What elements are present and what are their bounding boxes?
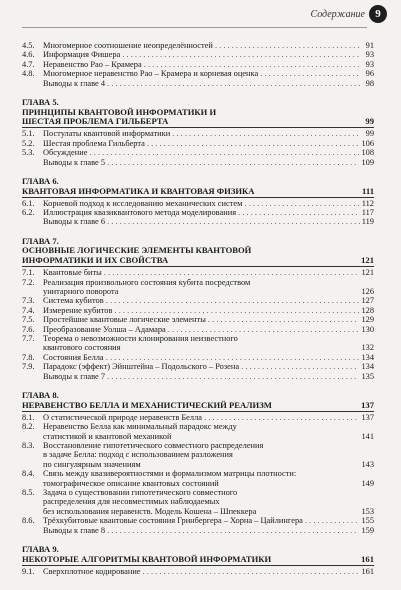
section-page: 126 [361,286,374,296]
section-number: 5.2. [22,138,35,148]
section-page: 98 [365,78,374,88]
header-rule [22,27,367,28]
chapter-page: 161 [361,553,374,564]
page-number-badge: 9 [369,5,387,23]
section-title: О статистической природе неравенств Белла . . . [43,413,359,422]
section-title: Преобразование Уолша – Адамара . . . [43,325,359,334]
chapter-heading[interactable] [22,187,374,198]
section-title: Квантовые биты . . . [43,268,359,277]
chapter-heading[interactable] [22,401,374,412]
toc-entry[interactable] [22,158,374,167]
toc-entry[interactable] [22,50,374,59]
section-page: 117 [361,208,374,218]
chapter-page: 121 [361,255,374,266]
section-number: 7.7. [22,333,35,343]
section-title: Шестая проблема Гильберта . . . [43,139,359,148]
section-page: 149 [361,478,374,488]
section-title: Выводы к главе 5 . . . [43,158,359,167]
section-title: Выводы к главе 6 . . . [43,217,360,226]
chapter-label: ГЛАВА 7. [22,235,59,246]
toc-entry[interactable] [22,278,374,297]
section-title: Задача о существовании гипотетического совместного распределения для несовместимых наблюдаемых без использования неравенств. Модель Кошена – Шпеккера [43,487,257,516]
toc-entry[interactable] [22,353,374,362]
toc-entry[interactable] [22,129,374,138]
chapter-label: ГЛАВА 8. [22,390,59,400]
chapter-label: ГЛАВА 9. [22,543,59,554]
toc-entry[interactable] [22,422,374,441]
section-number: 8.2. [22,422,35,432]
section-number: 8.4. [22,469,35,479]
toc-entry[interactable] [22,413,374,422]
toc-entry[interactable] [22,567,374,576]
section-number: 6.1. [22,198,35,208]
section-number: 7.3. [22,296,35,306]
section-page: 119 [361,217,374,227]
section-number: 4.6. [22,50,35,60]
section-page: 132 [361,343,374,353]
section-number: 7.2. [22,277,35,287]
section-title: Измерение кубитов . . . [43,306,359,315]
chapter-title: НЕКОТОРЫЕ АЛГОРИТМЫ КВАНТОВОЙ ИНФОРМАТИКИ [22,553,272,564]
section-page: 141 [361,431,374,441]
chapter-title: НЕРАВЕНСТВО БЕЛЛА И МЕХАНИСТИЧЕСКИЙ РЕАЛИЗМ [22,399,272,410]
section-number: 6.2. [22,208,35,218]
section-page: 159 [361,525,374,535]
chapter-label: ГЛАВА 6. [22,175,59,186]
section-page: 99 [365,129,374,139]
section-page: 121 [361,268,374,278]
section-number: 7.9. [22,362,35,372]
section-page: 128 [361,305,374,315]
toc-entry[interactable] [22,362,374,371]
section-title: Выводы к главе 8 . . . [43,526,359,535]
chapter-title: КВАНТОВАЯ ИНФОРМАТИКА И КВАНТОВАЯ ФИЗИКА [22,185,255,196]
section-number: 7.1. [22,268,35,278]
section-page: 93 [365,50,374,60]
section-title: Парадокс (эффект) Эйнштейна – Подольского – Розена . . . [43,362,359,371]
toc-entry[interactable] [22,469,374,488]
section-page: 112 [361,198,374,208]
section-page: 134 [361,362,374,372]
section-title: Выводы к главе 7 . . . [43,372,359,381]
section-title: Сверхплотное кодирование . . . [43,567,359,576]
toc-entry[interactable] [22,296,374,305]
section-page: 106 [361,138,374,148]
toc-entry[interactable] [22,69,374,78]
section-page: 93 [365,59,374,69]
chapter-title: ПРИНЦИПЫ КВАНТОВОЙ ИНФОРМАТИКИ И ШЕСТАЯ ПРОБЛЕМА ГИЛЬБЕРТА [22,106,217,127]
section-number: 8.3. [22,440,35,450]
section-title: Корневой подход к исследованию механических систем . . . [43,199,360,208]
section-page: 155 [361,516,374,526]
section-page: 134 [361,352,374,362]
section-title: Состояния Белла . . . [43,353,359,362]
section-page: 161 [361,566,374,576]
chapter-heading[interactable] [22,246,374,267]
toc-entry[interactable] [22,41,374,50]
section-page: 127 [361,296,374,306]
section-title: Реализация произвольного состояния кубита посредством унитарного поворота [43,277,251,296]
section-title: Трёхкубитовые квантовые состояния Гринбергера – Хорна – Цайлингера . . . [43,516,359,525]
section-number: 8.1. [22,412,35,422]
section-title: Неравенство Белла как минимальный парадокс между статистикой и квантовой механикой [43,422,237,441]
section-page: 130 [361,324,374,334]
toc-entry[interactable] [22,372,374,381]
section-number: 7.6. [22,324,35,334]
section-title: Многомерное неравенство Рао – Крамера и корневая оценка . . . [43,69,360,78]
section-page: 108 [361,148,374,158]
section-page: 91 [365,41,374,50]
running-header: Содержание [310,9,365,20]
section-title: Выводы к главе 4 . . . [43,79,360,88]
toc-entry[interactable] [22,268,374,277]
section-number: 4.5. [22,41,35,50]
section-number: 5.3. [22,148,35,158]
section-page: 137 [361,412,374,422]
chapter-page: 137 [361,399,374,410]
chapter-heading[interactable] [22,555,374,566]
toc-entry[interactable] [22,516,374,525]
toc-entry[interactable] [22,526,374,535]
section-title: Иллюстрация квазиквантового метода моделирования . . . [43,208,360,217]
chapter-title: ОСНОВНЫЕ ЛОГИЧЕСКИЕ ЭЛЕМЕНТЫ КВАНТОВОЙ ИНФОРМАТИКИ И ИХ СВОЙСТВА [22,245,252,266]
toc-entry[interactable] [22,325,374,334]
section-page: 135 [361,371,374,381]
section-page: 96 [365,69,374,79]
section-number: 4.7. [22,59,35,69]
section-number: 9.1. [22,566,35,576]
section-page: 129 [361,315,374,325]
toc-entry[interactable] [22,139,374,148]
toc-entry[interactable] [22,315,374,324]
toc-entry[interactable] [22,217,374,226]
toc-entry[interactable] [22,488,374,516]
toc-entry[interactable] [22,148,374,157]
section-title: Информация Фишера . . . [43,50,360,59]
section-title: Связь между квазивероятностями и формализмом матрицы плотности: томографическое описание квантовых состояний [43,469,297,488]
chapter-page: 99 [365,116,374,127]
section-title: Постулаты квантовой информатики . . . [43,129,360,138]
section-number: 7.4. [22,305,35,315]
toc-entry[interactable] [22,441,374,469]
section-number: 8.5. [22,487,35,497]
section-number: 7.5. [22,315,35,325]
section-title: Обсуждение . . . [43,148,359,157]
section-number: 8.6. [22,516,35,526]
section-title: Неравенство Рао – Крамера . . . [43,60,360,69]
toc-entry[interactable] [22,199,374,208]
section-title: Теорема о невозможности клонирования неизвестного квантового состояния [43,333,238,353]
chapter-page: 111 [362,185,374,196]
table-of-contents [22,41,374,576]
toc-entry[interactable] [22,334,374,353]
section-number: 4.8. [22,69,35,79]
section-page: 109 [361,157,374,167]
section-number: 7.8. [22,352,35,362]
section-page: 143 [361,459,374,469]
section-title: Восстановление гипотетического совместного распределения в задаче Белла: подход с использованием разложения по сингулярным значениям [43,440,264,469]
chapter-heading[interactable] [22,108,374,129]
section-title: Простейшие квантовые логические элементы . . . [43,315,359,324]
section-number: 5.1. [22,129,35,139]
section-page: 153 [361,506,374,516]
section-title: Многомерное соотношение неопределённостей . . . [43,41,360,50]
section-title: Система кубитов . . . [43,296,359,305]
toc-entry[interactable] [22,306,374,315]
toc-entry[interactable] [22,79,374,88]
chapter-label: ГЛАВА 5. [22,97,59,108]
toc-entry[interactable] [22,208,374,217]
toc-entry[interactable] [22,60,374,69]
